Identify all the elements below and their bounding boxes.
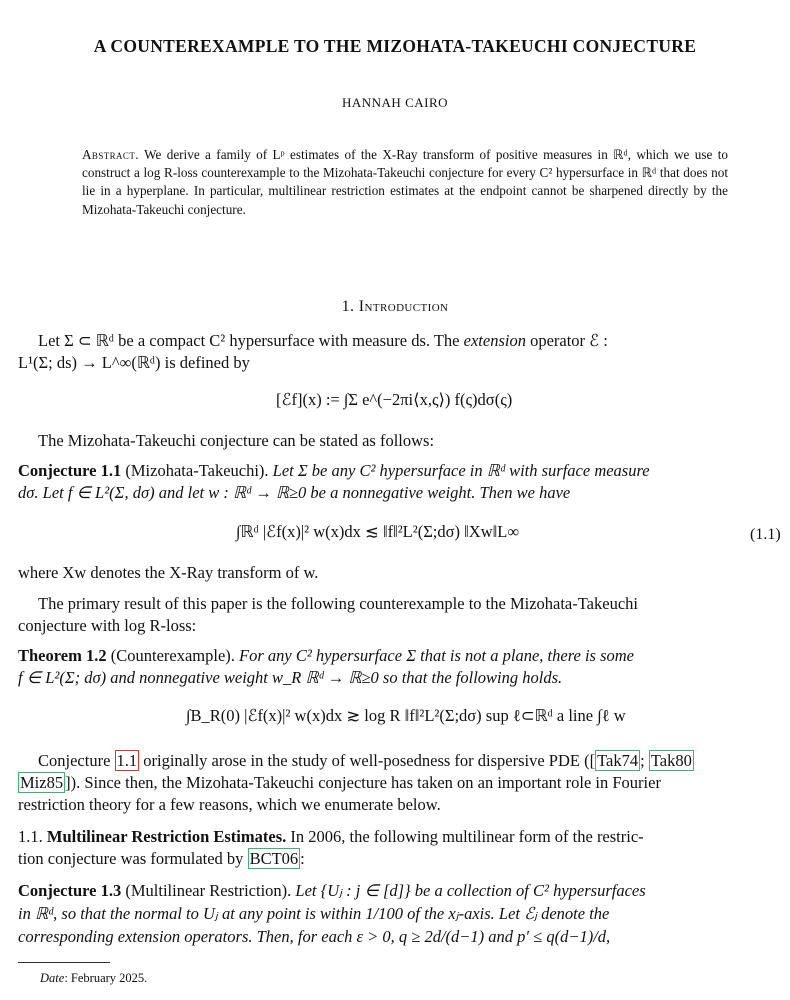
author-name: HANNAH CAIRO <box>341 95 449 110</box>
conjecture-1-1-line-2: dσ. Let f ∈ L²(Σ, dσ) and let w : ℝᵈ → ℝ≥0 be a nonnegative weight. Then we have <box>18 483 571 502</box>
equation-number-1-1: (1.1) <box>750 526 781 543</box>
abstract-label: Abstract. <box>82 147 139 162</box>
equation-theorem-1-2: ∫B_R(0) |ℰf(x)|² w(x)dx ≳ log R ‖f‖²L²(Σ;dσ) sup ℓ⊂ℝᵈ a line ∫ℓ w <box>186 706 626 725</box>
intro-line-2: L¹(Σ; ds) → L^∞(ℝᵈ) is defined by <box>18 353 250 372</box>
cite-tak80[interactable]: Tak80 <box>650 751 692 770</box>
subsection-heading: Multilinear Restriction Estimates. <box>46 827 287 846</box>
para-3-line-1: Conjecture 1.1 originally arose in the study of well-posedness for dispersive PDE ([ Tak74 ; Tak80 <box>38 751 692 770</box>
footnote-rule <box>18 962 110 963</box>
ref-conjecture-1-1[interactable]: 1.1 <box>116 751 138 770</box>
conjecture-1-1-after: where Xw denotes the X-Ray transform of w. <box>18 563 319 582</box>
intro-line-3: The Mizohata-Takeuchi conjecture can be stated as follows: <box>38 431 435 450</box>
subsection-1-1-line-2: tion conjecture was formulated by BCT06 : <box>18 849 305 868</box>
intro-line-1: Let Σ ⊂ ℝᵈ be a compact C² hypersurface with measure ds. The extension operator ℰ : <box>38 331 608 350</box>
cite-miz85[interactable]: Miz85 <box>20 773 64 792</box>
para-3-line-2: Miz85 ]). Since then, the Mizohata-Takeuchi conjecture has taken on an important role in Fourier <box>20 773 661 792</box>
cite-bct06[interactable]: BCT06 <box>249 849 299 868</box>
conjecture-1-3-line-3: corresponding extension operators. Then, for each ε > 0, q ≥ 2d/(d−1) and p′ ≤ q(d−1)/d, <box>18 927 611 946</box>
conjecture-1-3-line-2: in ℝᵈ, so that the normal to Uⱼ at any point is within 1/100 of the xⱼ-axis. Let ℰⱼ denote the <box>18 904 610 923</box>
theorem-1-2-line-1: Theorem 1.2 (Counterexample). For any C² hypersurface Σ that is not a plane, there is some <box>18 646 634 665</box>
equation-extension-operator: [ℰf](x) := ∫Σ e^(−2πi⟨x,ς⟩) f(ς)dσ(ς) <box>276 390 513 409</box>
paper-title: A COUNTEREXAMPLE TO THE MIZOHATA-TAKEUCHI CONJECTURE <box>93 36 697 56</box>
footnote-date: Date: February 2025. <box>40 971 148 985</box>
section-heading-introduction: 1. Introduction <box>341 298 449 315</box>
conjecture-1-3-label: Conjecture 1.3 <box>18 881 122 900</box>
abstract <box>82 146 728 219</box>
intro-emphasis: extension <box>463 331 526 350</box>
theorem-1-2-label: Theorem 1.2 <box>18 646 107 665</box>
subsection-1-1-line-1: 1.1. Multilinear Restriction Estimates. In 2006, the following multilinear form of the restric- <box>18 827 644 846</box>
conjecture-1-1-label: Conjecture 1.1 <box>18 461 122 480</box>
abstract-text: We derive a family of Lᵖ estimates of the X-Ray transform of positive measures in ℝᵈ, which we use to construct a log R-loss counterexample to the Mizohata-Takeuchi conjecture for every C² hypersurface in ℝᵈ that does not lie in a hyperplane. In particular, multilinear restriction estimates at the endpoint cannot be sharpened directly by the Mizohata-Takeuchi conjecture. <box>82 147 729 217</box>
para-2-line-1: The primary result of this paper is the following counterexample to the Mizohata-Takeuchi <box>38 594 638 613</box>
conjecture-1-1-line-1: Conjecture 1.1 (Mizohata-Takeuchi). Let Σ be any C² hypersurface in ℝᵈ with surface measure <box>18 461 650 480</box>
equation-1-1: ∫ℝᵈ |ℰf(x)|² w(x)dx ≲ ‖f‖²L²(Σ;dσ) ‖Xw‖L∞ <box>236 522 520 541</box>
theorem-1-2-line-2: f ∈ L²(Σ; dσ) and nonnegative weight w_R ℝᵈ → ℝ≥0 so that the following holds. <box>18 668 563 687</box>
para-3-line-3: restriction theory for a few reasons, which we enumerate below. <box>18 795 441 814</box>
conjecture-1-3-line-1: Conjecture 1.3 (Multilinear Restriction). Let {Uⱼ : j ∈ [d]} be a collection of C² hypersurfaces <box>18 881 646 900</box>
para-2-line-2: conjecture with log R-loss: <box>18 616 197 635</box>
cite-tak74[interactable]: Tak74 <box>597 751 639 770</box>
